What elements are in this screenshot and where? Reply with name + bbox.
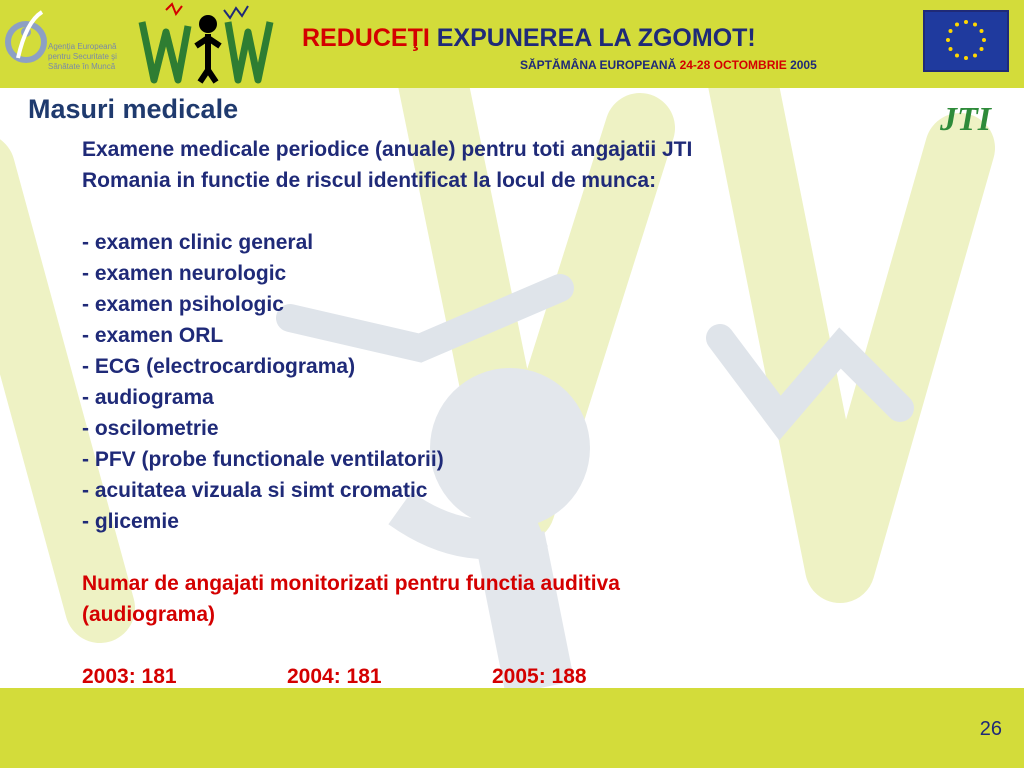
- campaign-title: [302, 24, 892, 53]
- spacer: [82, 537, 942, 568]
- agency-line: pentru Securitate şi: [48, 52, 117, 61]
- exam-item: - examen clinic general: [82, 231, 314, 254]
- year-count: 2003: 181: [82, 665, 177, 688]
- agency-name: [48, 42, 128, 72]
- noise-campaign-logo-icon: [136, 2, 276, 84]
- subtitle-dates: 24-28 OCTOMBRIE: [679, 58, 787, 72]
- year-count: 2004: 181: [287, 665, 382, 688]
- monitor-line: (audiograma): [82, 603, 216, 626]
- intro-line: Romania in functie de riscul identificat la locul de munca:: [82, 169, 657, 192]
- eu-flag-icon: [923, 10, 1009, 72]
- page-number: 26: [979, 718, 1002, 740]
- intro-line: Examene medicale periodice (anuale) pentru toti angajatii JTI: [82, 138, 693, 161]
- title-accent: REDUCEŢI: [302, 24, 430, 52]
- spacer: [82, 630, 942, 661]
- exam-item: - oscilometrie: [82, 417, 219, 440]
- year-count: 2005: 188: [492, 665, 587, 688]
- monitor-line: Numar de angajati monitorizati pentru functia auditiva: [82, 572, 620, 595]
- exam-item: - glicemie: [82, 510, 179, 533]
- slide-title: Masuri medicale: [28, 94, 239, 124]
- exam-item: - examen neurologic: [82, 262, 287, 285]
- subtitle-year: 2005: [790, 58, 817, 72]
- header-bar: [0, 0, 1024, 88]
- exam-item: - acuitatea vizuala si simt cromatic: [82, 479, 428, 502]
- agency-line: Agenţia Europeană: [48, 42, 117, 51]
- exam-item: - audiograma: [82, 386, 214, 409]
- exam-item: - PFV (probe functionale ventilatorii): [82, 448, 444, 471]
- spacer: [82, 196, 942, 227]
- exam-item: - ECG (electrocardiograma): [82, 355, 356, 378]
- agency-line: Sănătate în Muncă: [48, 62, 116, 71]
- slide-body: [82, 134, 942, 692]
- subtitle-prefix: SĂPTĂMÂNA EUROPEANĂ: [520, 58, 677, 72]
- campaign-subtitle: [520, 58, 920, 72]
- exam-item: - examen psihologic: [82, 293, 284, 316]
- title-rest: EXPUNEREA LA ZGOMOT!: [436, 24, 756, 52]
- footer-bar: [0, 688, 1024, 768]
- jti-logo-text: JTI: [940, 101, 991, 138]
- exam-item: - examen ORL: [82, 324, 224, 347]
- jti-logo-icon: [936, 96, 998, 138]
